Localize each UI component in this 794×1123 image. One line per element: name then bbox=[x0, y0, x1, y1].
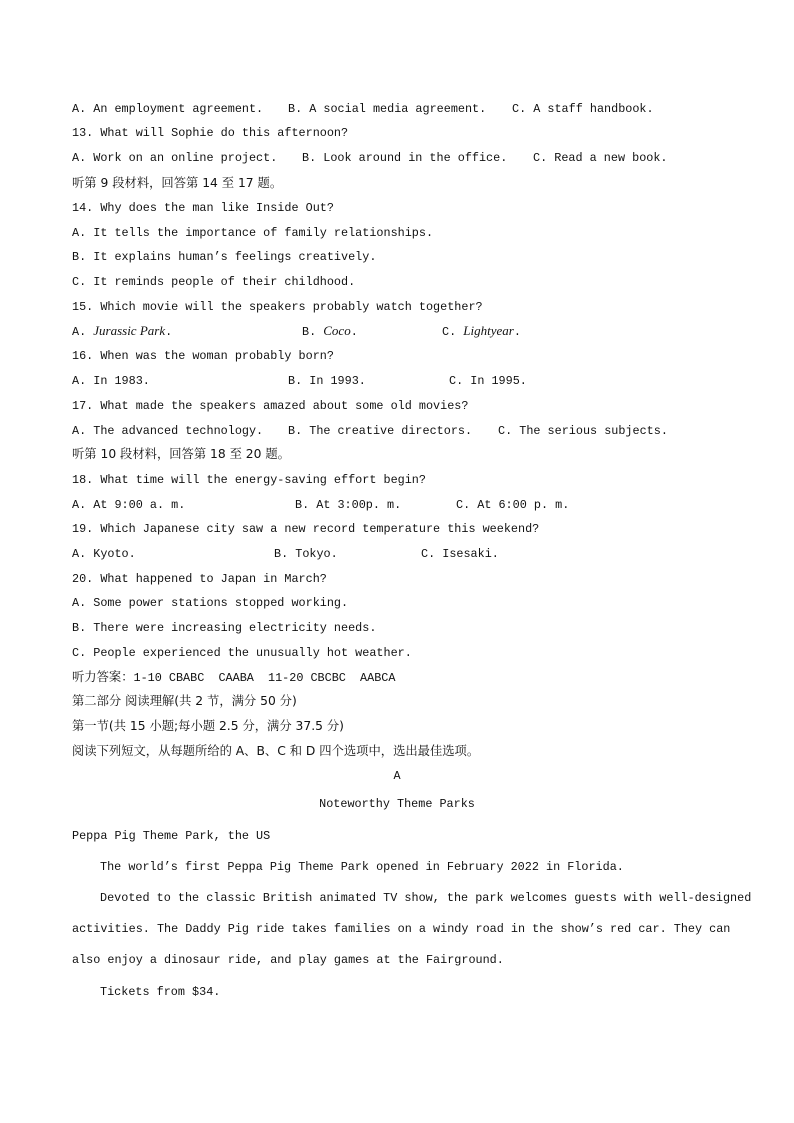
q17-option-a: A. The advanced technology. bbox=[72, 424, 264, 438]
q18-option-c: C. At 6:00 p. m. bbox=[456, 498, 570, 512]
q16-option-a: A. In 1983. bbox=[72, 374, 150, 388]
passage-paragraph-2-line-3: also enjoy a dinosaur ride, and play games at the Fairground. bbox=[72, 953, 504, 967]
part-2-instruction: 阅读下列短文，从每题所给的 A、B、C 和 D 四个选项中，选出最佳选项。 bbox=[72, 744, 480, 758]
passage-subheading: Peppa Pig Theme Park, the US bbox=[72, 829, 271, 843]
section-10-heading: 听第 10 段材料，回答第 18 至 20 题。 bbox=[72, 447, 290, 461]
q17-option-b: B. The creative directors. bbox=[288, 424, 473, 438]
q18-options bbox=[72, 497, 570, 513]
passage-paragraph-1: The world’s first Peppa Pig Theme Park opened in February 2022 in Florida. bbox=[100, 860, 624, 874]
q13-option-c: C. Read a new book. bbox=[533, 151, 668, 165]
part-2-title: 第二部分 阅读理解(共 2 节，满分 50 分) bbox=[72, 694, 297, 708]
q15-options bbox=[72, 323, 521, 340]
q14-option-c: C. It reminds people of their childhood. bbox=[72, 275, 356, 289]
q15-option-c: C. Lightyear. bbox=[442, 323, 521, 339]
q19-question: 19. Which Japanese city saw a new record temperature this weekend? bbox=[72, 522, 540, 536]
q16-option-c: C. In 1995. bbox=[449, 374, 527, 388]
passage-title: Noteworthy Theme Parks bbox=[319, 797, 475, 811]
q15-title-a: Jurassic Park bbox=[93, 323, 166, 338]
q18-option-a: A. At 9:00 a. m. bbox=[72, 498, 186, 512]
q20-option-c: C. People experienced the unusually hot weather. bbox=[72, 646, 412, 660]
q15-option-b: B. Coco. bbox=[302, 323, 358, 339]
section-9-heading: 听第 9 段材料，回答第 14 至 17 题。 bbox=[72, 176, 283, 190]
q17-option-c: C. The serious subjects. bbox=[498, 424, 668, 438]
answers-label: 听力答案： bbox=[72, 670, 134, 684]
q13-option-a: A. Work on an online project. bbox=[72, 151, 278, 165]
passage-paragraph-2-line-1: Devoted to the classic British animated TV show, the park welcomes guests with well-designed bbox=[100, 891, 752, 905]
q12-option-a: A. An employment agreement. bbox=[72, 102, 264, 116]
q12-option-c: C. A staff handbook. bbox=[512, 102, 654, 116]
passage-paragraph-2-line-2: activities. The Daddy Pig ride takes families on a windy road in the show’s red car. They can bbox=[72, 922, 731, 936]
q19-option-b: B. Tokyo. bbox=[274, 547, 338, 561]
passage-paragraph-3: Tickets from $34. bbox=[100, 985, 221, 999]
passage-letter: A bbox=[393, 769, 401, 783]
q15-title-b: Coco bbox=[323, 323, 351, 338]
q14-option-a: A. It tells the importance of family relationships. bbox=[72, 226, 434, 240]
q15-title-c: Lightyear bbox=[463, 323, 514, 338]
q12-options bbox=[72, 101, 654, 117]
q18-option-b: B. At 3:00p. m. bbox=[295, 498, 402, 512]
q16-question: 16. When was the woman probably born? bbox=[72, 349, 334, 363]
q20-option-a: A. Some power stations stopped working. bbox=[72, 596, 349, 610]
q13-options bbox=[72, 150, 668, 166]
answers-text: 1-10 CBABC CAABA 11-20 CBCBC AABCA bbox=[133, 671, 396, 685]
q13-question: 13. What will Sophie do this afternoon? bbox=[72, 126, 349, 140]
q19-options bbox=[72, 546, 499, 562]
q15-question: 15. Which movie will the speakers probably watch together? bbox=[72, 300, 483, 314]
q14-question: 14. Why does the man like Inside Out? bbox=[72, 201, 334, 215]
q20-question: 20. What happened to Japan in March? bbox=[72, 572, 327, 586]
q13-option-b: B. Look around in the office. bbox=[302, 151, 508, 165]
q19-option-c: C. Isesaki. bbox=[421, 547, 499, 561]
listening-answers bbox=[72, 669, 395, 686]
q19-option-a: A. Kyoto. bbox=[72, 547, 136, 561]
q16-option-b: B. In 1993. bbox=[288, 374, 366, 388]
q17-question: 17. What made the speakers amazed about some old movies? bbox=[72, 399, 469, 413]
q16-options bbox=[72, 373, 527, 389]
q14-option-b: B. It explains human’s feelings creatively. bbox=[72, 250, 377, 264]
q18-question: 18. What time will the energy-saving effort begin? bbox=[72, 473, 426, 487]
q20-option-b: B. There were increasing electricity needs. bbox=[72, 621, 377, 635]
part-2-section-1: 第一节(共 15 小题;每小题 2.5 分，满分 37.5 分) bbox=[72, 719, 344, 733]
q17-options bbox=[72, 423, 668, 439]
q12-option-b: B. A social media agreement. bbox=[288, 102, 487, 116]
q15-option-a: A. Jurassic Park. bbox=[72, 323, 173, 339]
